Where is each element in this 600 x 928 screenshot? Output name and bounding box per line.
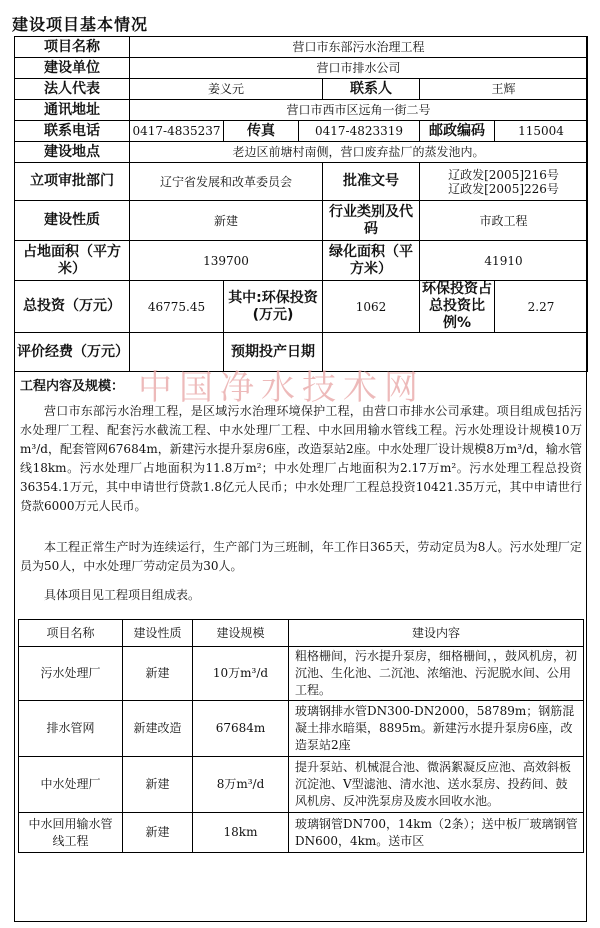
postcode-label: 邮政编码 xyxy=(420,121,495,142)
watermark: 中国净水技术网 xyxy=(138,368,425,408)
fax-label: 传真 xyxy=(224,121,299,142)
row-nature xyxy=(15,201,588,241)
component-content: 玻璃钢排水管DN300-DN2000，58789m；钢筋混凝土排水暗渠，8895m。新建污水提升泵房6座，改造泵站2座 xyxy=(289,701,584,757)
start-date-label: 预期投产日期 xyxy=(224,333,323,372)
approval-no-2: 辽政发[2005]226号 xyxy=(448,181,559,196)
builder-value: 营口市排水公司 xyxy=(130,58,588,79)
component-scale: 67684m xyxy=(193,701,289,757)
component-nature: 新建改造 xyxy=(123,701,193,757)
col-header-nature: 建设性质 xyxy=(123,620,193,647)
component-nature: 新建 xyxy=(123,813,193,853)
phone-value: 0417-4835237 xyxy=(130,121,224,142)
component-scale: 10万m³/d xyxy=(193,647,289,701)
component-content: 提升泵站、机械混合池、微涡絮凝反应池、高效斜板沉淀池、V型滤池、清水池、送水泵房、投药间、鼓风机房、反冲洗泵房及废水回收水池。 xyxy=(289,757,584,813)
fax-value: 0417-4823319 xyxy=(299,121,420,142)
approval-no-label: 批准文号 xyxy=(323,163,420,201)
builder-label: 建设单位 xyxy=(15,58,130,79)
component-name: 排水管网 xyxy=(19,701,123,757)
approval-dept-label: 立项审批部门 xyxy=(15,163,130,201)
legal-rep-label: 法人代表 xyxy=(15,79,130,100)
green-label: 绿化面积（平方米） xyxy=(323,241,420,281)
component-name: 中水回用输水管线工程 xyxy=(19,813,123,853)
nature-value: 新建 xyxy=(130,201,323,241)
paragraph-overview: 营口市东部污水治理工程，是区域污水治理环境保护工程，由营口市排水公司承建。项目组成包括污水处理厂工程、配套污水截流工程、中水处理厂工程、中水回用输水管线工程。污水处理设计规模10万m³/d，配套管网67684m，新建污水提升泵房6座，改造泵站2座。中水处理厂设计规模8万m³/d，输水管线18km。污水处理厂占地面积为11.8万m²；中水处理厂占地面积为2.17万m²。污水处理工程总投资36354.1万元，其中申请世行贷款1.8亿元人民币；中水处理厂工程总投资10421.35万元，其中申请世行贷款6000万元人民币。 xyxy=(20,404,582,513)
components-table xyxy=(18,619,584,853)
contact-label: 联系人 xyxy=(323,79,420,100)
row-project-name xyxy=(15,37,588,58)
site-value: 老边区前塘村南侧，营口废弃盐厂的蒸发池内。 xyxy=(130,142,588,163)
row-approval xyxy=(15,163,588,201)
approval-no-value xyxy=(420,163,588,201)
section-title: 工程内容及规模： xyxy=(20,379,125,394)
component-nature: 新建 xyxy=(123,647,193,701)
project-info-table xyxy=(14,36,588,372)
legal-rep-value: 姜义元 xyxy=(130,79,323,100)
env-invest-label: 其中:环保投资(万元) xyxy=(224,281,323,333)
address-label: 通讯地址 xyxy=(15,100,130,121)
nature-label: 建设性质 xyxy=(15,201,130,241)
row-legal-rep xyxy=(15,79,588,100)
component-name: 中水处理厂 xyxy=(19,757,123,813)
paragraph-operation: 本工程正常生产时为连续运行，生产部门为三班制，年工作日365天，劳动定员为8人。污水处理厂定员为50人，中水处理厂劳动定员为30人。 xyxy=(20,540,582,573)
col-header-scale: 建设规模 xyxy=(193,620,289,647)
area-value: 139700 xyxy=(130,241,323,281)
row-phone xyxy=(15,121,588,142)
industry-label: 行业类别及代码 xyxy=(323,201,420,241)
row-site xyxy=(15,142,588,163)
project-name-label: 项目名称 xyxy=(15,37,130,58)
investment-value: 46775.45 xyxy=(130,281,224,333)
col-header-content: 建设内容 xyxy=(289,620,584,647)
investment-label: 总投资（万元） xyxy=(15,281,130,333)
row-area xyxy=(15,241,588,281)
row-builder xyxy=(15,58,588,79)
table-row xyxy=(19,757,584,813)
contact-value: 王辉 xyxy=(420,79,588,100)
eval-fee-label: 评价经费（万元） xyxy=(15,333,130,372)
project-name-value: 营口市东部污水治理工程 xyxy=(130,37,588,58)
row-address xyxy=(15,100,588,121)
site-label: 建设地点 xyxy=(15,142,130,163)
approval-no-1: 辽政发[2005]216号 xyxy=(448,167,559,182)
table-row xyxy=(19,647,584,701)
components-header-row xyxy=(19,620,584,647)
industry-value: 市政工程 xyxy=(420,201,588,241)
component-nature: 新建 xyxy=(123,757,193,813)
table-row xyxy=(19,813,584,853)
component-scale: 8万m³/d xyxy=(193,757,289,813)
component-name: 污水处理厂 xyxy=(19,647,123,701)
phone-label: 联系电话 xyxy=(15,121,130,142)
table-row xyxy=(19,701,584,757)
postcode-value: 115004 xyxy=(495,121,588,142)
address-value: 营口市西市区远角一街二号 xyxy=(130,100,588,121)
area-label: 占地面积（平方米） xyxy=(15,241,130,281)
paragraph-reference: 具体项目见工程项目组成表。 xyxy=(44,588,201,602)
component-content: 玻璃钢管DN700，14km（2条）；送中板厂玻璃钢管DN600，4km。送市区 xyxy=(289,813,584,853)
component-content: 粗格栅间，污水提升泵房，细格栅间，，鼓风机房，初沉池、生化池、二沉池、浓缩池、污泥脱水间、公用工程。 xyxy=(289,647,584,701)
row-investment xyxy=(15,281,588,333)
env-ratio-value: 2.27 xyxy=(495,281,588,333)
component-scale: 18km xyxy=(193,813,289,853)
env-invest-value: 1062 xyxy=(323,281,420,333)
green-value: 41910 xyxy=(420,241,588,281)
approval-dept-value: 辽宁省发展和改革委员会 xyxy=(130,163,323,201)
col-header-name: 项目名称 xyxy=(19,620,123,647)
env-ratio-label: 环保投资占总投资比例% xyxy=(420,281,495,333)
page-title: 建设项目基本情况 xyxy=(12,15,149,34)
